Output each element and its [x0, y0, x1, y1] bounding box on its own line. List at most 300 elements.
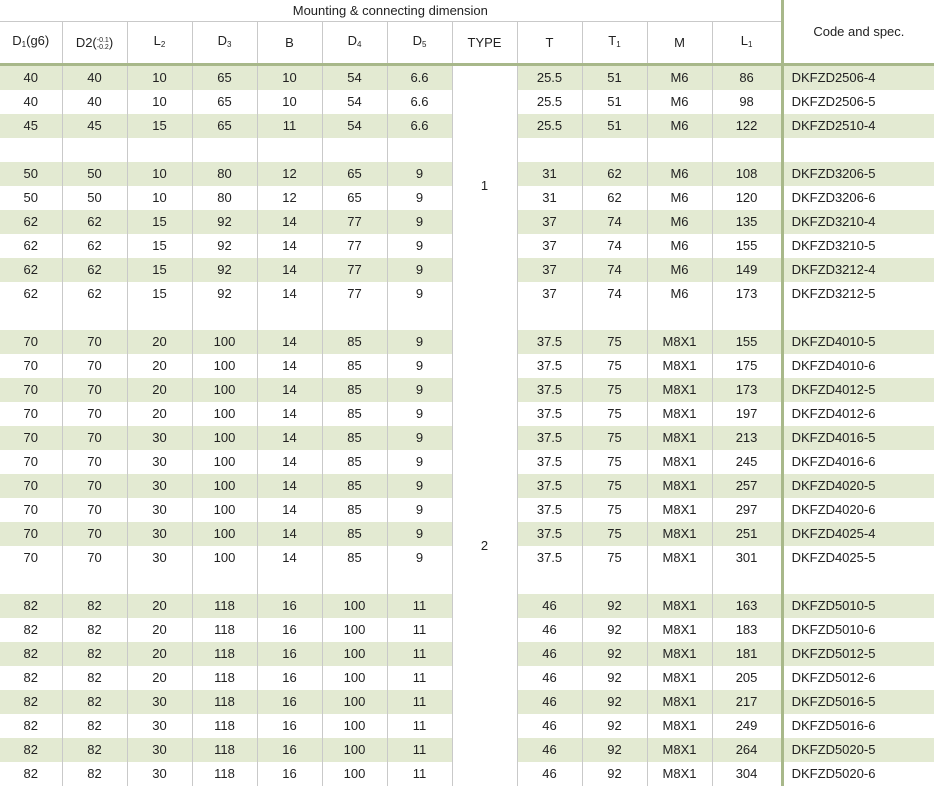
- table-cell: 9: [387, 474, 452, 498]
- table-cell: [582, 306, 647, 330]
- column-header: [192, 22, 257, 65]
- table-cell: 85: [322, 498, 387, 522]
- table-cell: 15: [127, 234, 192, 258]
- table-cell: 100: [322, 690, 387, 714]
- table-cell: M8X1: [647, 498, 712, 522]
- table-cell: [647, 138, 712, 162]
- table-cell: 20: [127, 666, 192, 690]
- table-cell: 100: [322, 762, 387, 786]
- table-cell: [322, 306, 387, 330]
- code-spec-cell: DKFZD3212-4: [782, 258, 934, 282]
- table-cell: 70: [62, 354, 127, 378]
- code-spec-cell: DKFZD5010-5: [782, 594, 934, 618]
- table-cell: 30: [127, 762, 192, 786]
- table-cell: 16: [257, 666, 322, 690]
- table-cell: 118: [192, 618, 257, 642]
- table-cell: 297: [712, 498, 782, 522]
- table-cell: 264: [712, 738, 782, 762]
- table-cell: 70: [62, 330, 127, 354]
- code-spec-cell: [782, 570, 934, 594]
- table-cell: M8X1: [647, 762, 712, 786]
- table-cell: [62, 570, 127, 594]
- table-cell: 118: [192, 738, 257, 762]
- table-cell: 14: [257, 498, 322, 522]
- table-cell: 62: [582, 162, 647, 186]
- table-cell: 51: [582, 114, 647, 138]
- table-cell: 20: [127, 378, 192, 402]
- table-cell: 6.6: [387, 65, 452, 91]
- table-cell: 217: [712, 690, 782, 714]
- table-cell: M6: [647, 234, 712, 258]
- code-spec-cell: DKFZD2506-4: [782, 65, 934, 91]
- table-cell: 11: [387, 762, 452, 786]
- table-cell: 10: [127, 90, 192, 114]
- table-cell: 70: [0, 378, 62, 402]
- table-cell: 75: [582, 426, 647, 450]
- table-cell: 85: [322, 546, 387, 570]
- table-cell: 20: [127, 642, 192, 666]
- table-cell: 37.5: [517, 426, 582, 450]
- table-cell: 135: [712, 210, 782, 234]
- table-cell: 181: [712, 642, 782, 666]
- table-cell: M8X1: [647, 450, 712, 474]
- table-cell: 25.5: [517, 90, 582, 114]
- column-header-subscript: 4: [357, 40, 361, 49]
- table-cell: [192, 138, 257, 162]
- table-cell: 10: [257, 65, 322, 91]
- table-cell: 82: [62, 642, 127, 666]
- table-cell: 92: [582, 594, 647, 618]
- column-header-subscript: 3: [227, 40, 231, 49]
- table-cell: 80: [192, 186, 257, 210]
- table-cell: 46: [517, 714, 582, 738]
- table-cell: 30: [127, 450, 192, 474]
- table-cell: 65: [322, 162, 387, 186]
- table-cell: [582, 570, 647, 594]
- table-cell: 46: [517, 690, 582, 714]
- table-cell: 100: [322, 666, 387, 690]
- table-cell: 9: [387, 258, 452, 282]
- table-cell: 37: [517, 210, 582, 234]
- table-cell: 14: [257, 258, 322, 282]
- table-cell: 37.5: [517, 498, 582, 522]
- table-cell: [192, 570, 257, 594]
- table-cell: [257, 570, 322, 594]
- table-cell: 155: [712, 330, 782, 354]
- code-spec-cell: DKFZD3212-5: [782, 282, 934, 306]
- table-cell: 11: [387, 738, 452, 762]
- table-cell: 86: [712, 65, 782, 91]
- table-cell: 37.5: [517, 450, 582, 474]
- table-cell: 30: [127, 714, 192, 738]
- table-cell: 14: [257, 234, 322, 258]
- code-spec-cell: DKFZD3210-4: [782, 210, 934, 234]
- code-spec-cell: DKFZD3210-5: [782, 234, 934, 258]
- table-cell: 108: [712, 162, 782, 186]
- table-cell: 92: [582, 618, 647, 642]
- table-cell: 11: [387, 618, 452, 642]
- code-spec-header: Code and spec.: [782, 0, 934, 65]
- table-cell: 213: [712, 426, 782, 450]
- table-cell: 85: [322, 474, 387, 498]
- table-cell: 40: [0, 90, 62, 114]
- table-cell: 85: [322, 426, 387, 450]
- table-cell: 304: [712, 762, 782, 786]
- table-cell: [0, 138, 62, 162]
- table-cell: 100: [322, 714, 387, 738]
- table-cell: 118: [192, 666, 257, 690]
- table-cell: 37: [517, 234, 582, 258]
- table-cell: 62: [62, 234, 127, 258]
- code-spec-cell: DKFZD4025-4: [782, 522, 934, 546]
- table-cell: 46: [517, 642, 582, 666]
- table-cell: 70: [0, 498, 62, 522]
- table-cell: 100: [192, 474, 257, 498]
- code-spec-cell: DKFZD5016-6: [782, 714, 934, 738]
- code-spec-cell: DKFZD4012-5: [782, 378, 934, 402]
- table-cell: 9: [387, 450, 452, 474]
- code-spec-cell: [782, 138, 934, 162]
- table-cell: 50: [0, 186, 62, 210]
- spacer-row: [0, 306, 934, 330]
- code-spec-cell: DKFZD3206-5: [782, 162, 934, 186]
- table-cell: [387, 138, 452, 162]
- table-cell: 54: [322, 114, 387, 138]
- table-cell: 74: [582, 234, 647, 258]
- column-header: [322, 22, 387, 65]
- table-cell: 70: [0, 402, 62, 426]
- table-cell: 16: [257, 594, 322, 618]
- table-cell: 155: [712, 234, 782, 258]
- table-cell: 100: [322, 594, 387, 618]
- table-cell: 100: [192, 546, 257, 570]
- column-header-suffix: (g6): [26, 33, 49, 48]
- table-cell: 251: [712, 522, 782, 546]
- table-cell: 197: [712, 402, 782, 426]
- table-cell: 37.5: [517, 474, 582, 498]
- table-cell: 249: [712, 714, 782, 738]
- table-cell: 46: [517, 594, 582, 618]
- table-cell: 14: [257, 210, 322, 234]
- tolerance-upper: -0.1: [97, 37, 109, 44]
- table-cell: [127, 570, 192, 594]
- table-cell: 75: [582, 354, 647, 378]
- table-cell: 70: [0, 450, 62, 474]
- table-cell: 75: [582, 330, 647, 354]
- code-spec-cell: DKFZD4020-6: [782, 498, 934, 522]
- table-cell: 77: [322, 282, 387, 306]
- table-cell: [517, 306, 582, 330]
- table-cell: 37.5: [517, 522, 582, 546]
- table-cell: 6.6: [387, 90, 452, 114]
- table-cell: [0, 570, 62, 594]
- table-cell: 149: [712, 258, 782, 282]
- table-cell: M8X1: [647, 402, 712, 426]
- table-cell: [712, 138, 782, 162]
- column-header-label: TYPE: [468, 35, 502, 50]
- table-cell: 11: [387, 690, 452, 714]
- table-cell: 37.5: [517, 546, 582, 570]
- table-cell: 16: [257, 738, 322, 762]
- table-cell: 40: [62, 90, 127, 114]
- table-cell: 118: [192, 594, 257, 618]
- table-cell: [712, 306, 782, 330]
- table-cell: 100: [322, 642, 387, 666]
- table-cell: 163: [712, 594, 782, 618]
- table-cell: 92: [192, 210, 257, 234]
- column-header: [582, 22, 647, 65]
- table-cell: 37.5: [517, 354, 582, 378]
- table-cell: M6: [647, 65, 712, 91]
- table-cell: 65: [192, 65, 257, 91]
- column-header-label: L: [741, 33, 748, 48]
- table-cell: 20: [127, 594, 192, 618]
- table-cell: 100: [192, 402, 257, 426]
- table-cell: [62, 306, 127, 330]
- table-cell: 100: [192, 426, 257, 450]
- table-cell: 9: [387, 546, 452, 570]
- code-spec-cell: [782, 306, 934, 330]
- table-cell: 74: [582, 210, 647, 234]
- column-header: [712, 22, 782, 65]
- table-cell: 122: [712, 114, 782, 138]
- table-cell: 205: [712, 666, 782, 690]
- column-header: [0, 22, 62, 65]
- table-cell: M8X1: [647, 546, 712, 570]
- column-header-label: D2(: [76, 35, 97, 50]
- code-spec-cell: DKFZD2506-5: [782, 90, 934, 114]
- table-cell: 92: [192, 234, 257, 258]
- table-cell: 62: [0, 210, 62, 234]
- column-header-subscript: 2: [161, 40, 165, 49]
- table-cell: 54: [322, 90, 387, 114]
- column-header-label: M: [674, 35, 685, 50]
- column-header-label: B: [285, 35, 294, 50]
- table-cell: 183: [712, 618, 782, 642]
- table-cell: 11: [387, 642, 452, 666]
- code-spec-cell: DKFZD4010-6: [782, 354, 934, 378]
- table-cell: 14: [257, 282, 322, 306]
- table-cell: [0, 306, 62, 330]
- table-cell: 9: [387, 210, 452, 234]
- table-cell: 14: [257, 354, 322, 378]
- table-cell: 85: [322, 354, 387, 378]
- column-header-subscript: 5: [422, 40, 426, 49]
- table-cell: 46: [517, 618, 582, 642]
- table-cell: M8X1: [647, 738, 712, 762]
- table-cell: M8X1: [647, 618, 712, 642]
- table-cell: 9: [387, 426, 452, 450]
- table-cell: 92: [582, 642, 647, 666]
- table-cell: 100: [192, 378, 257, 402]
- table-cell: 10: [127, 186, 192, 210]
- table-cell: 100: [192, 450, 257, 474]
- table-cell: 82: [0, 594, 62, 618]
- table-cell: 85: [322, 378, 387, 402]
- table-cell: 14: [257, 402, 322, 426]
- table-cell: 25.5: [517, 65, 582, 91]
- table-cell: 70: [0, 354, 62, 378]
- table-cell: 14: [257, 522, 322, 546]
- table-cell: 70: [0, 330, 62, 354]
- table-cell: 10: [127, 162, 192, 186]
- table-cell: 40: [62, 65, 127, 91]
- code-spec-cell: DKFZD4012-6: [782, 402, 934, 426]
- table-cell: 11: [257, 114, 322, 138]
- table-cell: 62: [0, 282, 62, 306]
- table-cell: 20: [127, 330, 192, 354]
- table-cell: 14: [257, 474, 322, 498]
- table-cell: 175: [712, 354, 782, 378]
- table-cell: 82: [0, 762, 62, 786]
- table-cell: 37.5: [517, 330, 582, 354]
- table-cell: [517, 138, 582, 162]
- table-cell: [712, 570, 782, 594]
- table-cell: 16: [257, 618, 322, 642]
- table-cell: 16: [257, 690, 322, 714]
- code-spec-cell: DKFZD4020-5: [782, 474, 934, 498]
- table-cell: 70: [62, 402, 127, 426]
- table-cell: 82: [0, 666, 62, 690]
- table-cell: 92: [582, 714, 647, 738]
- table-cell: 92: [582, 666, 647, 690]
- table-cell: 173: [712, 378, 782, 402]
- code-spec-cell: DKFZD2510-4: [782, 114, 934, 138]
- code-spec-cell: DKFZD4010-5: [782, 330, 934, 354]
- table-cell: 70: [0, 522, 62, 546]
- table-cell: 11: [387, 594, 452, 618]
- table-cell: 92: [192, 258, 257, 282]
- column-header: [387, 22, 452, 65]
- table-cell: 75: [582, 474, 647, 498]
- column-header: [517, 22, 582, 65]
- code-spec-cell: DKFZD5020-5: [782, 738, 934, 762]
- table-cell: 15: [127, 282, 192, 306]
- table-cell: 46: [517, 738, 582, 762]
- table-cell: 65: [322, 186, 387, 210]
- table-cell: 62: [62, 282, 127, 306]
- table-cell: 70: [62, 498, 127, 522]
- table-cell: 10: [127, 65, 192, 91]
- table-cell: M6: [647, 114, 712, 138]
- column-header-label: D: [218, 33, 227, 48]
- code-spec-cell: DKFZD5020-6: [782, 762, 934, 786]
- table-cell: 16: [257, 714, 322, 738]
- table-cell: 45: [62, 114, 127, 138]
- code-spec-cell: DKFZD4016-5: [782, 426, 934, 450]
- table-cell: [647, 570, 712, 594]
- table-cell: [127, 306, 192, 330]
- table-cell: 9: [387, 282, 452, 306]
- table-cell: 75: [582, 378, 647, 402]
- table-cell: 257: [712, 474, 782, 498]
- table-cell: 25.5: [517, 114, 582, 138]
- table-cell: 20: [127, 354, 192, 378]
- table-cell: 11: [387, 666, 452, 690]
- type-cell: 2: [452, 306, 517, 786]
- table-cell: 14: [257, 546, 322, 570]
- table-cell: M8X1: [647, 426, 712, 450]
- table-cell: 9: [387, 522, 452, 546]
- tolerance-lower: -0.2: [97, 44, 109, 51]
- table-cell: 70: [0, 426, 62, 450]
- table-cell: 14: [257, 450, 322, 474]
- table-cell: 30: [127, 522, 192, 546]
- table-cell: 30: [127, 690, 192, 714]
- table-cell: 118: [192, 762, 257, 786]
- table-cell: 70: [62, 426, 127, 450]
- table-cell: [387, 306, 452, 330]
- table-cell: M6: [647, 210, 712, 234]
- table-cell: 16: [257, 762, 322, 786]
- column-header-subscript: 1: [22, 40, 26, 49]
- table-cell: [127, 138, 192, 162]
- table-cell: 9: [387, 498, 452, 522]
- table-cell: 92: [192, 282, 257, 306]
- table-cell: 82: [62, 618, 127, 642]
- table-cell: [62, 138, 127, 162]
- table-cell: 62: [582, 186, 647, 210]
- group-title: Mounting & connecting dimension: [0, 0, 782, 22]
- table-cell: 118: [192, 690, 257, 714]
- column-header-suffix: ): [109, 35, 113, 50]
- table-cell: [257, 138, 322, 162]
- table-cell: 75: [582, 498, 647, 522]
- table-cell: 100: [192, 498, 257, 522]
- table-cell: 37.5: [517, 402, 582, 426]
- table-cell: 82: [62, 594, 127, 618]
- column-header-label: T: [608, 33, 616, 48]
- table-cell: 12: [257, 186, 322, 210]
- column-header: [647, 22, 712, 65]
- table-cell: 70: [62, 378, 127, 402]
- table-cell: M8X1: [647, 594, 712, 618]
- table-cell: 15: [127, 258, 192, 282]
- table-cell: 65: [192, 114, 257, 138]
- table-cell: 82: [0, 642, 62, 666]
- table-cell: [322, 570, 387, 594]
- table-cell: 82: [62, 690, 127, 714]
- table-cell: 15: [127, 210, 192, 234]
- table-cell: 70: [0, 474, 62, 498]
- table-cell: 62: [0, 234, 62, 258]
- column-header: [257, 22, 322, 65]
- table-cell: M8X1: [647, 354, 712, 378]
- table-cell: 85: [322, 522, 387, 546]
- table-cell: 118: [192, 642, 257, 666]
- table-cell: 77: [322, 258, 387, 282]
- column-header-label: D: [12, 33, 21, 48]
- table-cell: 14: [257, 426, 322, 450]
- table-cell: 16: [257, 642, 322, 666]
- table-cell: 37.5: [517, 378, 582, 402]
- code-spec-cell: DKFZD4025-5: [782, 546, 934, 570]
- table-cell: 46: [517, 762, 582, 786]
- table-cell: 30: [127, 738, 192, 762]
- table-cell: 14: [257, 378, 322, 402]
- table-cell: 30: [127, 474, 192, 498]
- table-cell: 82: [62, 666, 127, 690]
- table-cell: 30: [127, 546, 192, 570]
- table-cell: 20: [127, 402, 192, 426]
- table-cell: 74: [582, 258, 647, 282]
- column-header-label: D: [413, 33, 422, 48]
- table-cell: 74: [582, 282, 647, 306]
- table-cell: 70: [62, 474, 127, 498]
- header-group-row: [0, 0, 934, 22]
- column-header-subscript: 1: [616, 40, 620, 49]
- table-cell: 9: [387, 378, 452, 402]
